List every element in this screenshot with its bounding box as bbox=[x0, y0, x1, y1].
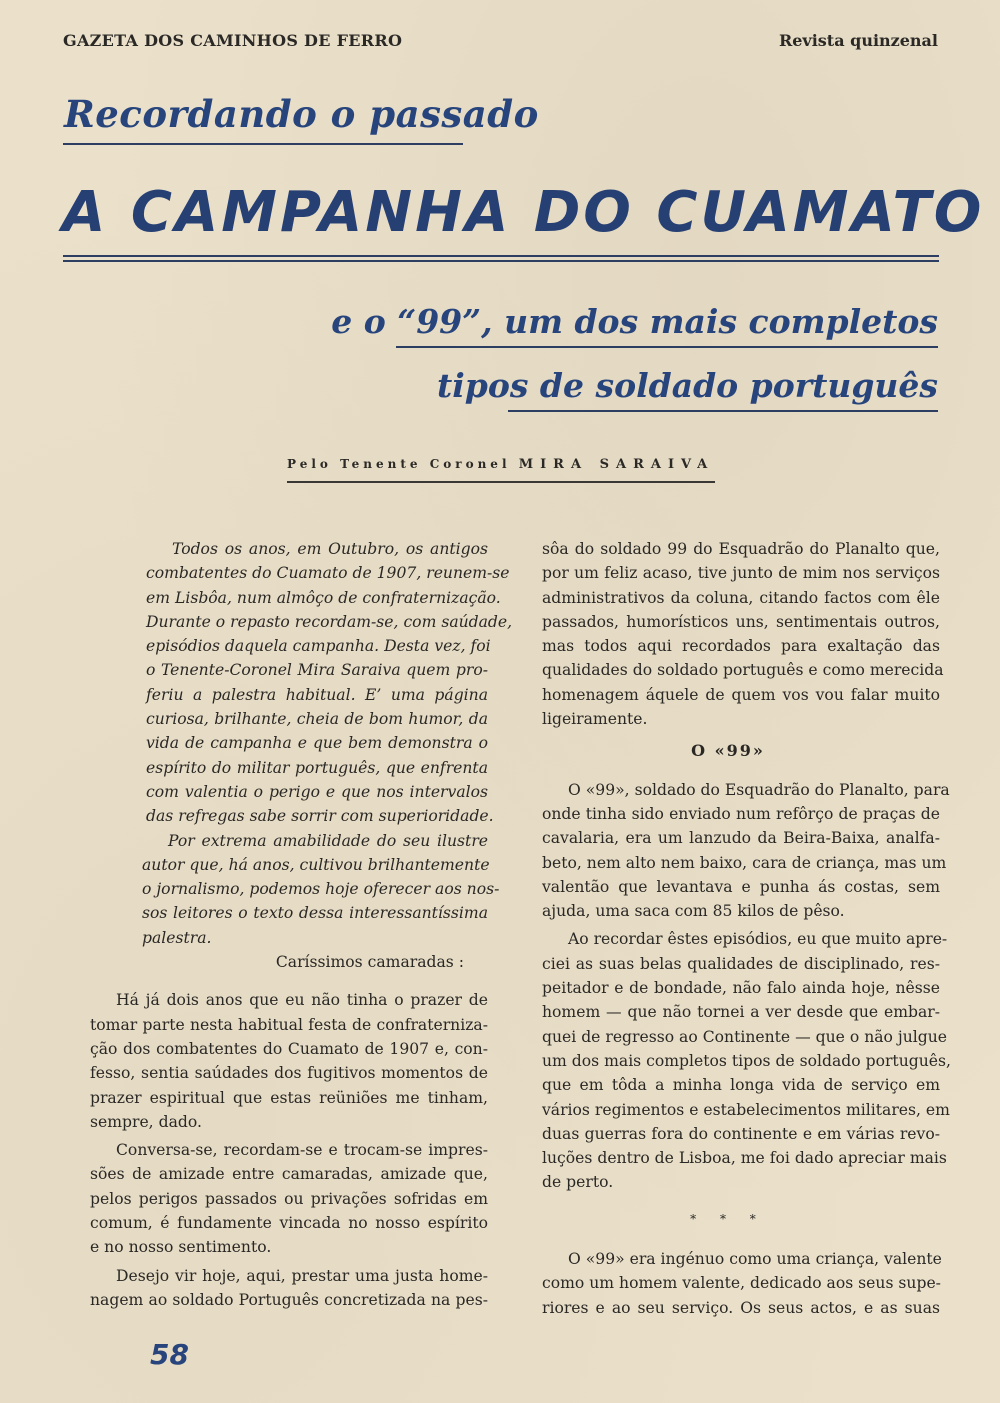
text-line: ajuda, uma saca com 85 kilos de pêso. bbox=[542, 902, 845, 921]
text-line: qualidades do soldado português e como merecida bbox=[542, 661, 944, 680]
text-line: fesso, sentia saúdades dos fugitivos momentos de bbox=[90, 1064, 488, 1083]
intro-paragraph-2 bbox=[116, 829, 500, 950]
text-line: Há já dois anos que eu não tinha o prazer de bbox=[116, 991, 488, 1010]
subtitle-underline-2 bbox=[508, 410, 938, 412]
text-line: curiosa, brilhante, cheia de bom humor, da bbox=[146, 710, 488, 729]
publication-frequency: Revista quinzenal bbox=[778, 31, 938, 50]
text-line: autor que, há anos, cultivou brilhantemente bbox=[142, 855, 490, 874]
article-introduction bbox=[64, 537, 513, 950]
text-line: feriu a palestra habitual. E’ uma página bbox=[146, 685, 488, 704]
speech-body-left bbox=[64, 988, 488, 1312]
text-line: combatentes do Cuamato de 1907, reunem-se bbox=[146, 564, 510, 583]
text-line: ção dos combatentes do Cuamato de 1907 e, con- bbox=[90, 1039, 488, 1058]
text-line: vida de campanha e que bem demonstra o bbox=[146, 734, 488, 753]
text-line: luções dentro de Lisboa, me foi dado apreciar mais bbox=[542, 1149, 947, 1168]
text-line: e no nosso sentimento. bbox=[90, 1238, 272, 1257]
title-rule-top bbox=[63, 255, 939, 257]
text-line: O «99» era ingénuo como uma criança, valente bbox=[568, 1250, 942, 1269]
text-line: por um feliz acaso, tive junto de mim nos serviços bbox=[542, 564, 940, 583]
text-line: homenagem áquele de quem vos vou falar muito bbox=[542, 685, 940, 704]
text-line: Conversa-se, recordam-se e trocam-se impres- bbox=[116, 1141, 488, 1160]
text-line: palestra. bbox=[142, 928, 212, 947]
text-line: que em tôda a minha longa vida de serviço em bbox=[542, 1076, 940, 1095]
text-line: ciei as suas belas qualidades de disciplinado, res- bbox=[542, 954, 940, 973]
text-line: sos leitores o texto dessa interessantíssima bbox=[142, 904, 488, 923]
text-line: comum, é fundamente vincada no nosso espírito bbox=[90, 1214, 488, 1233]
text-line: O «99», soldado do Esquadrão do Planalto, para bbox=[568, 780, 950, 799]
text-line: Todos os anos, em Outubro, os antigos bbox=[172, 540, 488, 558]
article-subtitle-line2: tipos de soldado português bbox=[437, 366, 938, 405]
section-separator: * * * bbox=[690, 1211, 766, 1226]
section-heading: O «99» bbox=[691, 741, 765, 761]
article-kicker: Recordando o passado bbox=[64, 92, 539, 136]
text-line: mas todos aqui recordados para exaltação das bbox=[542, 637, 940, 656]
body-paragraph bbox=[64, 988, 488, 1134]
text-line: passados, humorísticos uns, sentimentais outros, bbox=[542, 612, 940, 631]
text-line: das refregas sabe sorrir com superioridade. bbox=[146, 807, 494, 826]
title-rule-bottom bbox=[63, 260, 939, 262]
text-line: quei de regresso ao Continente — que o não julgue bbox=[542, 1027, 947, 1046]
text-line: Durante o repasto recordam-se, com saúdade, bbox=[146, 612, 513, 631]
text-line: Por extrema amabilidade do seu ilustre bbox=[168, 831, 488, 850]
body-paragraph bbox=[516, 778, 950, 924]
article-title: A CAMPANHA DO CUAMATO bbox=[62, 180, 985, 245]
text-line: vários regimentos e estabelecimentos militares, em bbox=[542, 1100, 950, 1119]
page-number: 58 bbox=[150, 1338, 189, 1371]
text-line: nagem ao soldado Português concretizada na pes- bbox=[90, 1290, 488, 1309]
text-line: beto, nem alto nem baixo, cara de criança, mas um bbox=[542, 853, 947, 872]
speech-body-right bbox=[516, 537, 951, 1320]
text-line: homem — que não tornei a ver desde que embar- bbox=[542, 1003, 940, 1022]
text-line: cavalaria, era um lanzudo da Beira-Baixa, analfa- bbox=[542, 829, 940, 848]
article-subtitle-line1: e o “99”, um dos mais completos bbox=[331, 302, 938, 341]
intro-paragraph-1 bbox=[116, 537, 513, 829]
text-line: como um homem valente, dedicado aos seus supe- bbox=[542, 1274, 941, 1293]
text-line: espírito do militar português, que enfrenta bbox=[146, 758, 488, 777]
text-line: duas guerras fora do continente e em várias revo- bbox=[542, 1124, 940, 1143]
text-line: sões de amizade entre camaradas, amizade que, bbox=[90, 1165, 488, 1184]
text-line: o Tenente-Coronel Mira Saraiva quem pro- bbox=[146, 661, 488, 680]
text-line: com valentia o perigo e que nos intervalos bbox=[146, 782, 488, 801]
left-column bbox=[64, 537, 513, 1312]
body-paragraph bbox=[516, 927, 951, 1194]
text-line: episódios daquela campanha. Desta vez, foi bbox=[146, 637, 491, 656]
byline-prefix: Pelo Tenente Coronel bbox=[287, 457, 511, 471]
text-line: um dos mais completos tipos de soldado português, bbox=[542, 1051, 951, 1070]
kicker-underline bbox=[63, 143, 463, 145]
text-line: prazer espiritual que estas reüniões me tinham, bbox=[90, 1088, 488, 1107]
right-column bbox=[516, 537, 951, 1320]
text-line: tomar parte nesta habitual festa de confraterniza- bbox=[90, 1015, 488, 1034]
body-paragraph-continued bbox=[516, 537, 944, 731]
text-line: valentão que levantava e punha ás costas, sem bbox=[542, 877, 940, 896]
text-line: Desejo vir hoje, aqui, prestar uma justa home- bbox=[116, 1266, 488, 1285]
text-line: pelos perigos passados ou privações sofridas em bbox=[90, 1189, 488, 1208]
body-paragraph bbox=[516, 1247, 940, 1320]
byline bbox=[287, 457, 714, 472]
subtitle-underline-1 bbox=[396, 346, 938, 348]
text-line: sempre, dado. bbox=[90, 1112, 202, 1131]
author-name: MIRA SARAIVA bbox=[518, 457, 715, 472]
body-paragraph bbox=[64, 1264, 488, 1313]
text-line: peitador e de bondade, não falo ainda hoje, nêsse bbox=[542, 979, 940, 998]
text-line: ligeiramente. bbox=[542, 710, 648, 729]
body-paragraph bbox=[64, 1138, 488, 1259]
text-line: em Lisbôa, num almôço de confraternização. bbox=[146, 588, 501, 607]
speech-greeting: Caríssimos camaradas : bbox=[275, 953, 464, 972]
publication-name: GAZETA DOS CAMINHOS DE FERRO bbox=[63, 31, 403, 50]
byline-underline bbox=[287, 481, 715, 483]
text-line: administrativos da coluna, citando factos com êle bbox=[542, 588, 940, 607]
text-line: de perto. bbox=[542, 1173, 614, 1192]
text-line: sôa do soldado 99 do Esquadrão do Planalto que, bbox=[542, 540, 940, 558]
text-line: Ao recordar êstes episódios, eu que muito apre- bbox=[568, 930, 948, 949]
text-line: onde tinha sido enviado num refôrço de praças de bbox=[542, 804, 940, 823]
text-line: riores e ao seu serviço. Os seus actos, e as suas bbox=[542, 1298, 940, 1317]
text-line: o jornalismo, podemos hoje oferecer aos nos- bbox=[142, 880, 500, 899]
